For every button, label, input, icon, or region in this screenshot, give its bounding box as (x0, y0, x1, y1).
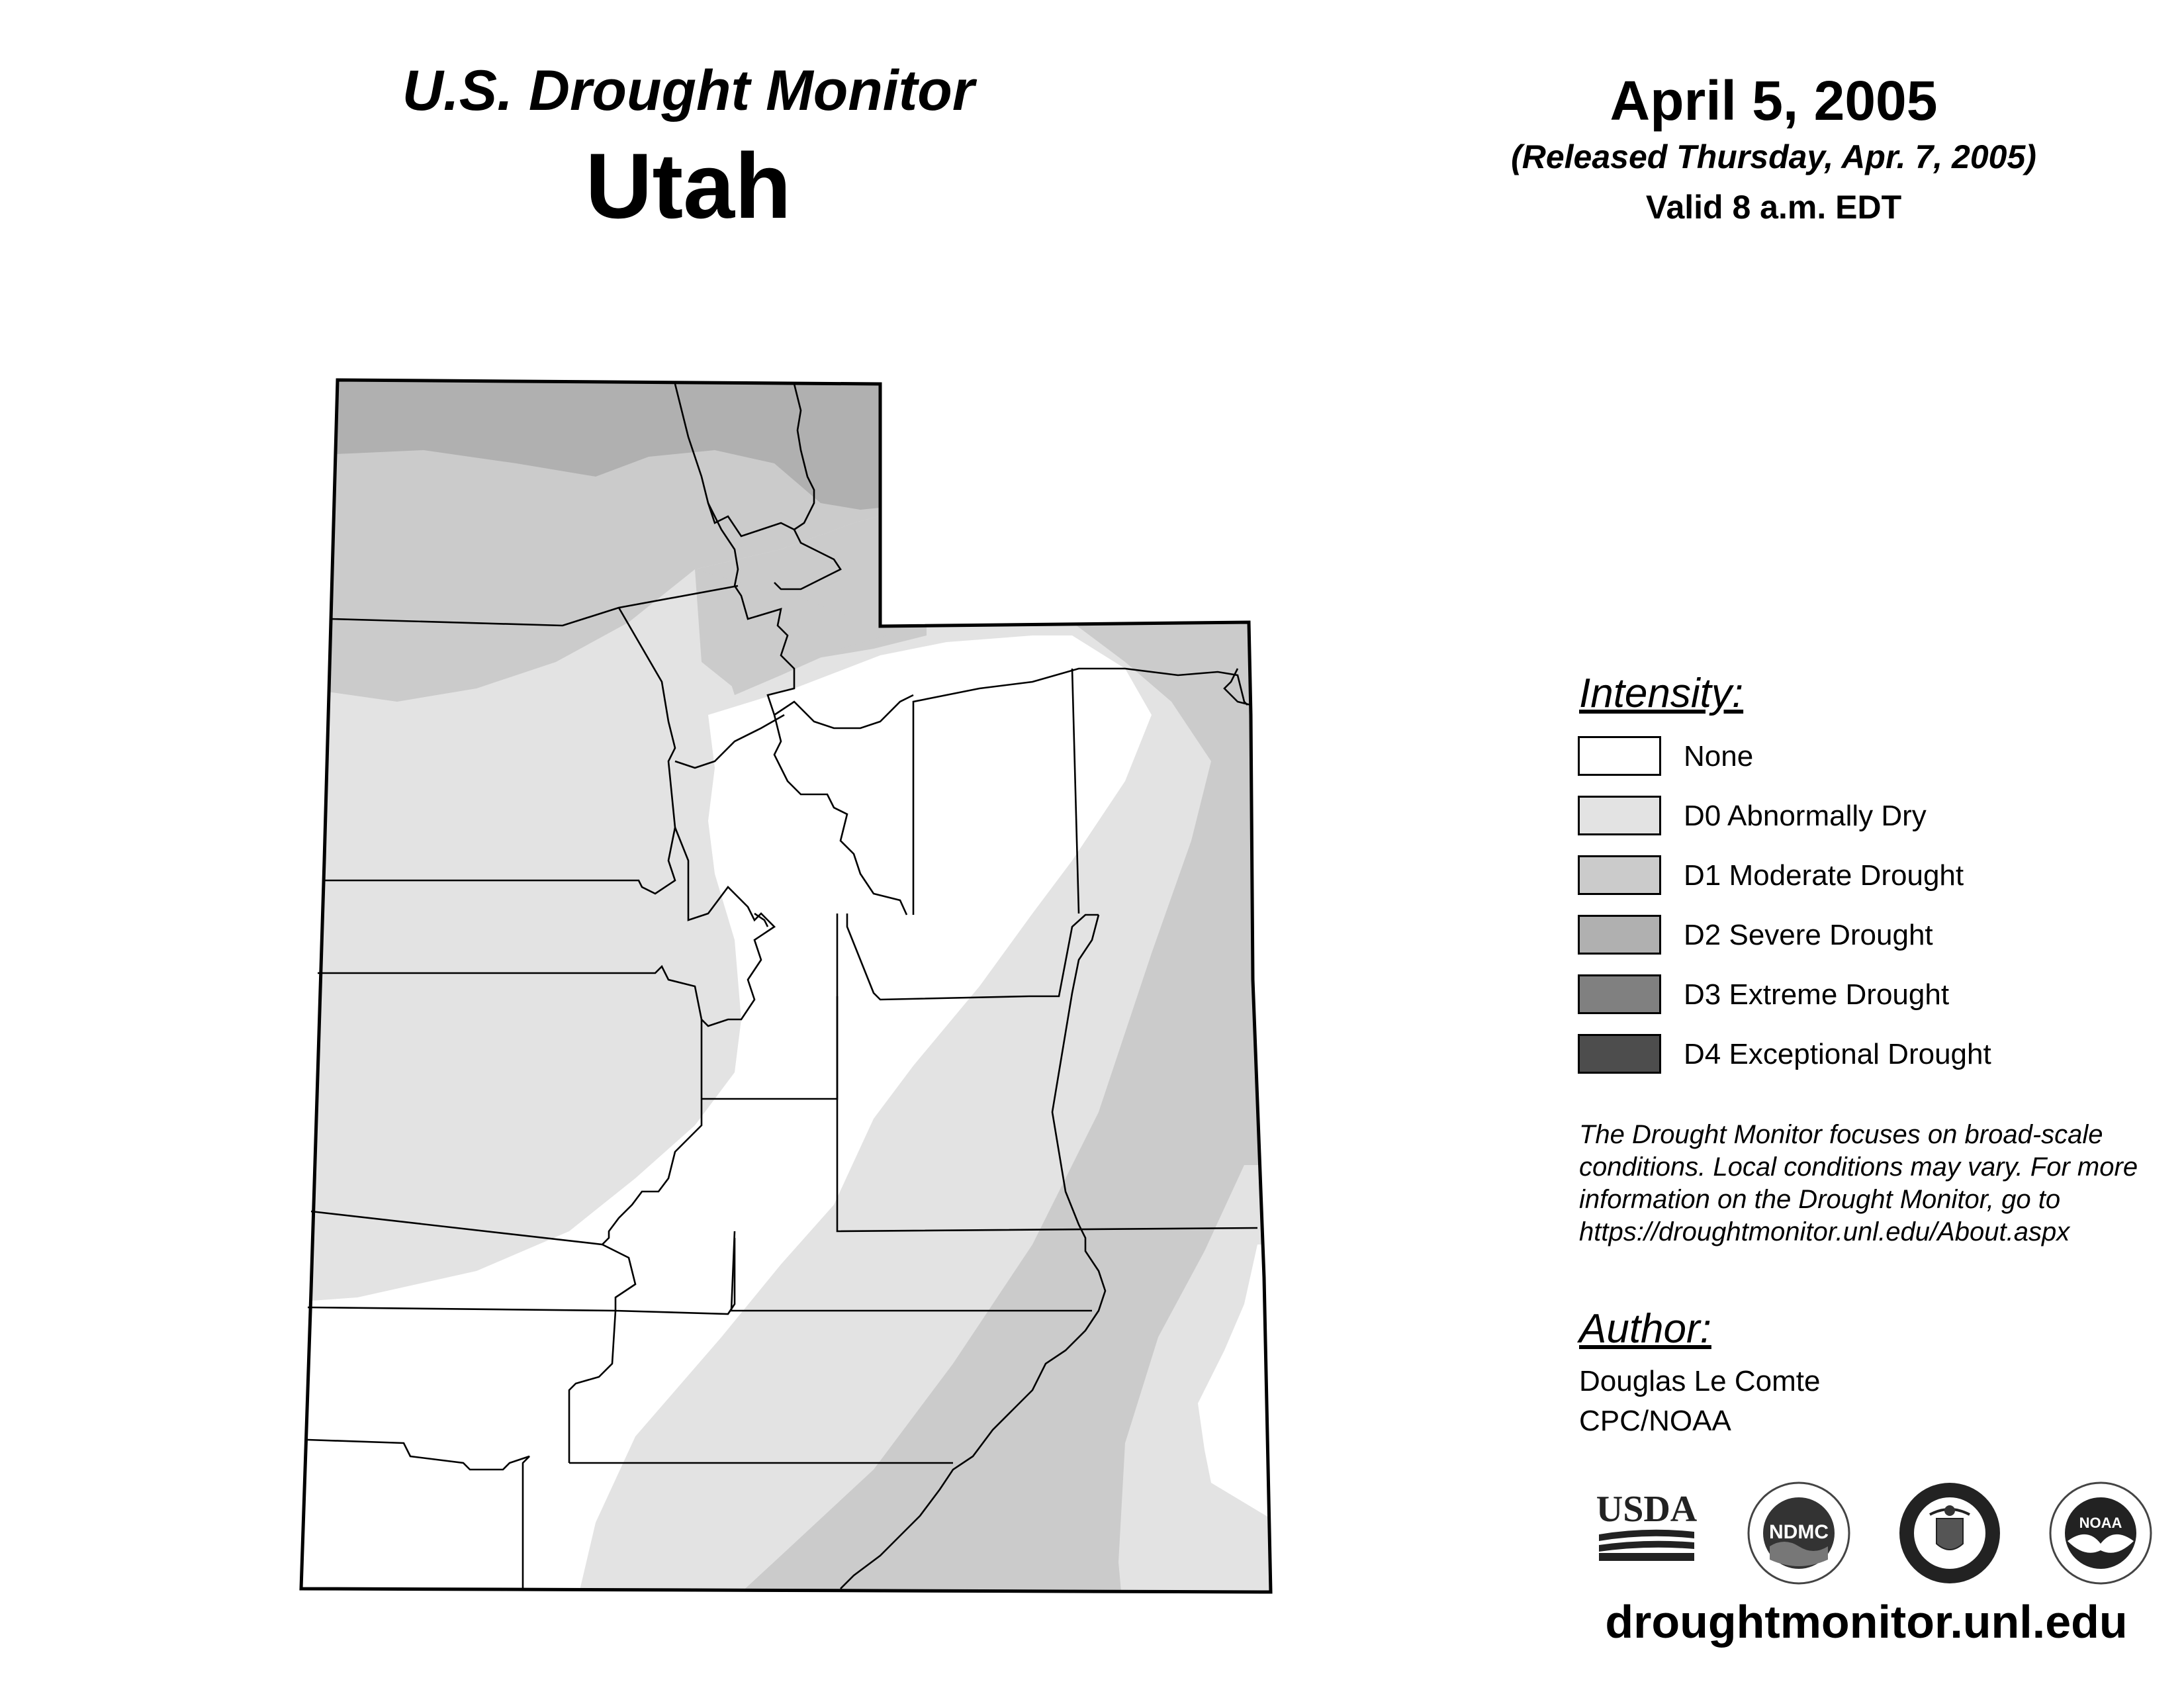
legend-swatch-d2 (1578, 915, 1661, 955)
noaa-logo (2048, 1480, 2154, 1586)
disclaimer-text: The Drought Monitor focuses on broad-scale conditions. Local conditions may vary. For more information on the Drought Monitor, go to https://droughtmonitor.unl.edu/About.aspx (1579, 1120, 2138, 1246)
legend-label-d1: D1 Moderate Drought (1684, 859, 1964, 892)
website-url[interactable]: droughtmonitor.unl.edu (1605, 1596, 2128, 1648)
usda-logo-text: USDA (1596, 1489, 1698, 1530)
legend-label-d2: D2 Severe Drought (1684, 919, 1933, 951)
legend-swatch-none (1578, 736, 1661, 776)
legend-swatch-d4 (1578, 1034, 1661, 1074)
legend-swatch-d1 (1578, 855, 1661, 895)
ndmc-logo-text: NDMC (1769, 1521, 1829, 1543)
usda-logo (1594, 1488, 1700, 1562)
author-title: Author: (1579, 1306, 1711, 1352)
legend-label-d3: D3 Extreme Drought (1684, 978, 1950, 1011)
valid-time: Valid 8 a.m. EDT (1645, 189, 1902, 226)
author-name: Douglas Le Comte (1579, 1365, 1821, 1397)
legend-label-none: None (1684, 740, 1754, 773)
legend-swatch-d0 (1578, 796, 1661, 835)
state-title: Utah (585, 134, 792, 238)
legend-label-d0: D0 Abnormally Dry (1684, 800, 1927, 832)
legend-swatch-d3 (1578, 974, 1661, 1014)
department-of-commerce-seal (1897, 1480, 2003, 1586)
ndmc-logo (1746, 1480, 1852, 1586)
legend-title: Intensity: (1579, 671, 1744, 716)
release-date: (Released Thursday, Apr. 7, 2005) (1511, 138, 2036, 175)
author-org: CPC/NOAA (1579, 1405, 1731, 1437)
noaa-logo-text: NOAA (2079, 1515, 2122, 1531)
map-subtitle: U.S. Drought Monitor (402, 59, 975, 122)
map-date: April 5, 2005 (1610, 70, 1938, 132)
legend-label-d4: D4 Exceptional Drought (1684, 1038, 1991, 1070)
